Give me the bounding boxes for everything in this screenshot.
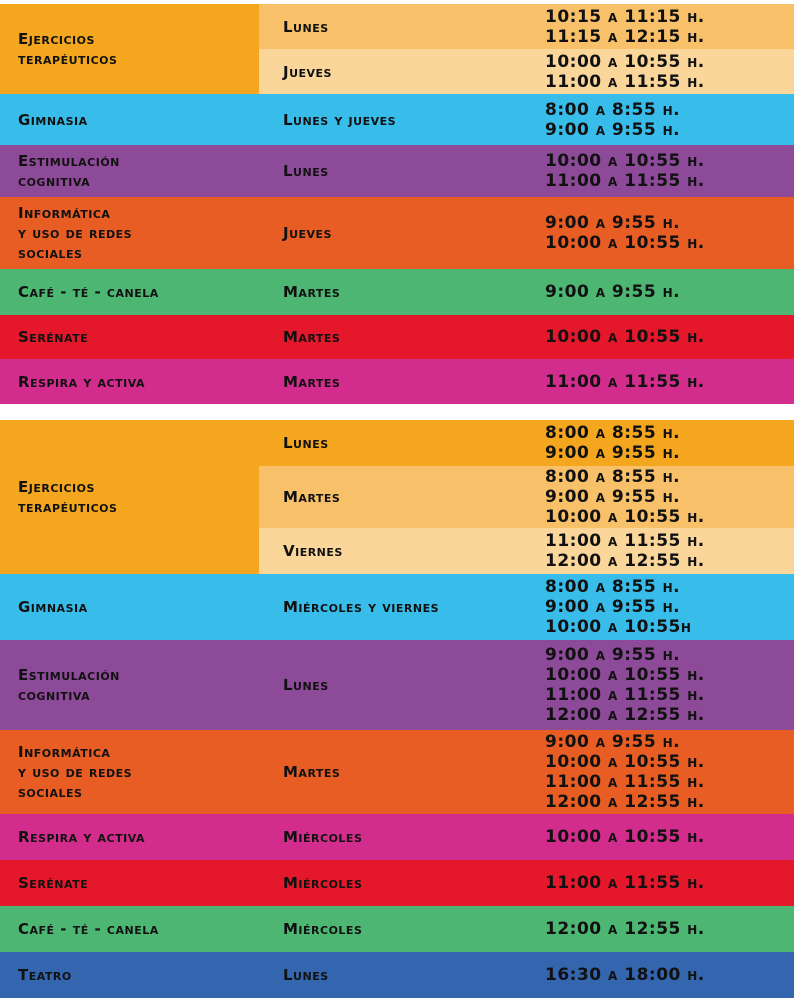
time-cell: [533, 466, 794, 528]
time-line: 9:00 a 9:55 h.: [545, 597, 681, 617]
time-line: 11:00 a 11:55 h.: [545, 772, 705, 792]
time-line: 10:00 a 10:55 h.: [545, 151, 705, 171]
time-line: 9:00 a 9:55 h.: [545, 443, 681, 463]
time-line: 10:00 a 10:55 h.: [545, 327, 705, 347]
table-row: [0, 4, 794, 49]
table-row: [0, 574, 794, 640]
activity-cell: Serénate: [18, 874, 89, 892]
time-line: 12:00 a 12:55 h.: [545, 551, 705, 571]
time-line: 8:00 a 8:55 h.: [545, 467, 681, 487]
table-row: [0, 640, 794, 730]
time-line: 9:00 a 9:55 h.: [545, 119, 681, 140]
time-cell: [533, 952, 794, 998]
time-cell: [533, 420, 794, 466]
day-cell: Martes: [259, 466, 533, 528]
table-row: [0, 145, 794, 197]
time-line: 10:00 a 10:55 h.: [545, 507, 705, 527]
time-line: 10:00 a 10:55 h.: [545, 752, 705, 772]
activity-cell: Respira y activa: [18, 828, 145, 846]
activity-cell: Gimnasia: [18, 598, 88, 616]
day-cell: Lunes: [283, 676, 329, 694]
table-row: [0, 730, 794, 814]
time-cell: [533, 269, 794, 315]
activity-cell: Respira y activa: [18, 372, 145, 391]
time-cell: [533, 197, 794, 269]
activity-cell: Informática y uso de redes sociales: [18, 743, 133, 801]
activity-cell: Teatro: [18, 966, 72, 984]
day-cell: Lunes: [259, 420, 533, 466]
time-line: 9:00 a 9:55 h.: [545, 487, 681, 507]
time-line: 9:00 a 9:55 h.: [545, 213, 681, 233]
activity-cell: Serénate: [18, 328, 89, 346]
day-cell: Lunes: [283, 966, 329, 984]
time-cell: [533, 906, 794, 952]
time-line: 10:00 a 10:55 h.: [545, 233, 705, 253]
time-cell: [533, 528, 794, 574]
time-cell: [533, 359, 794, 404]
time-line: 10:00 a 10:55 h.: [545, 51, 705, 72]
day-cell: Lunes: [283, 162, 329, 180]
time-line: 9:00 a 9:55 h.: [545, 645, 681, 665]
time-cell: [533, 814, 794, 860]
table-row: [0, 359, 794, 404]
day-cell: Martes: [283, 283, 341, 301]
time-line: 10:00 a 10:55 h.: [545, 665, 705, 685]
table-row: [0, 906, 794, 952]
time-line: 10:00 a 10:55h: [545, 617, 692, 637]
time-cell: [533, 860, 794, 906]
time-line: 11:00 a 11:55 h.: [545, 685, 705, 705]
time-line: 12:00 a 12:55 h.: [545, 919, 705, 939]
day-cell: Lunes: [259, 4, 533, 49]
time-cell: [533, 49, 794, 94]
time-line: 8:00 a 8:55 h.: [545, 99, 681, 120]
day-cell: Jueves: [259, 49, 533, 94]
table-row: [0, 315, 794, 359]
time-line: 11:00 a 11:55 h.: [545, 71, 705, 92]
table-row: [0, 94, 794, 145]
time-cell: [533, 315, 794, 359]
time-line: 10:00 a 10:55 h.: [545, 827, 705, 847]
time-line: 11:00 a 11:55 h.: [545, 873, 705, 893]
time-cell: [533, 94, 794, 145]
day-cell: Martes: [283, 372, 341, 391]
time-cell: [533, 640, 794, 730]
time-line: 9:00 a 9:55 h.: [545, 732, 681, 752]
activity-cell: Ejercicios terapéuticos: [0, 4, 259, 94]
activity-cell: Estimulación cognitiva: [18, 666, 120, 704]
time-line: 11:00 a 11:55 h.: [545, 371, 705, 392]
table-row: [0, 197, 794, 269]
time-line: 11:00 a 11:55 h.: [545, 531, 705, 551]
day-cell: Martes: [283, 328, 341, 346]
time-line: 12:00 a 12:55 h.: [545, 792, 705, 812]
day-cell: Lunes y jueves: [283, 110, 397, 129]
time-line: 8:00 a 8:55 h.: [545, 577, 681, 597]
day-cell: Miércoles: [283, 874, 363, 892]
time-line: 11:00 a 11:55 h.: [545, 171, 705, 191]
activity-cell: Estimulación cognitiva: [18, 152, 120, 190]
time-line: 8:00 a 8:55 h.: [545, 423, 681, 443]
activity-cell: Café - té - canela: [18, 920, 159, 938]
day-cell: Miércoles y viernes: [283, 598, 440, 616]
table-row: [0, 420, 794, 466]
table-row: [0, 814, 794, 860]
day-cell: Miércoles: [283, 920, 363, 938]
time-line: 16:30 a 18:00 h.: [545, 965, 705, 985]
time-line: 11:15 a 12:15 h.: [545, 26, 705, 47]
table-row: [0, 952, 794, 998]
activity-cell: Gimnasia: [18, 110, 88, 129]
table-row: [0, 269, 794, 315]
time-line: 12:00 a 12:55 h.: [545, 705, 705, 725]
activity-cell: Café - té - canela: [18, 283, 159, 301]
schedule-table-1: [0, 4, 794, 404]
day-cell: Martes: [283, 763, 341, 781]
schedule-table-2: [0, 420, 794, 998]
table-row: [0, 860, 794, 906]
day-cell: Miércoles: [283, 828, 363, 846]
day-cell: Jueves: [283, 224, 332, 242]
activity-cell: Ejercicios terapéuticos: [0, 420, 259, 574]
activity-cell: Informática y uso de redes sociales: [18, 204, 133, 262]
time-cell: [533, 730, 794, 814]
time-cell: [533, 145, 794, 197]
day-cell: Viernes: [259, 528, 533, 574]
time-line: 9:00 a 9:55 h.: [545, 282, 681, 302]
time-cell: [533, 4, 794, 49]
time-line: 10:15 a 11:15 h.: [545, 6, 705, 27]
time-cell: [533, 574, 794, 640]
